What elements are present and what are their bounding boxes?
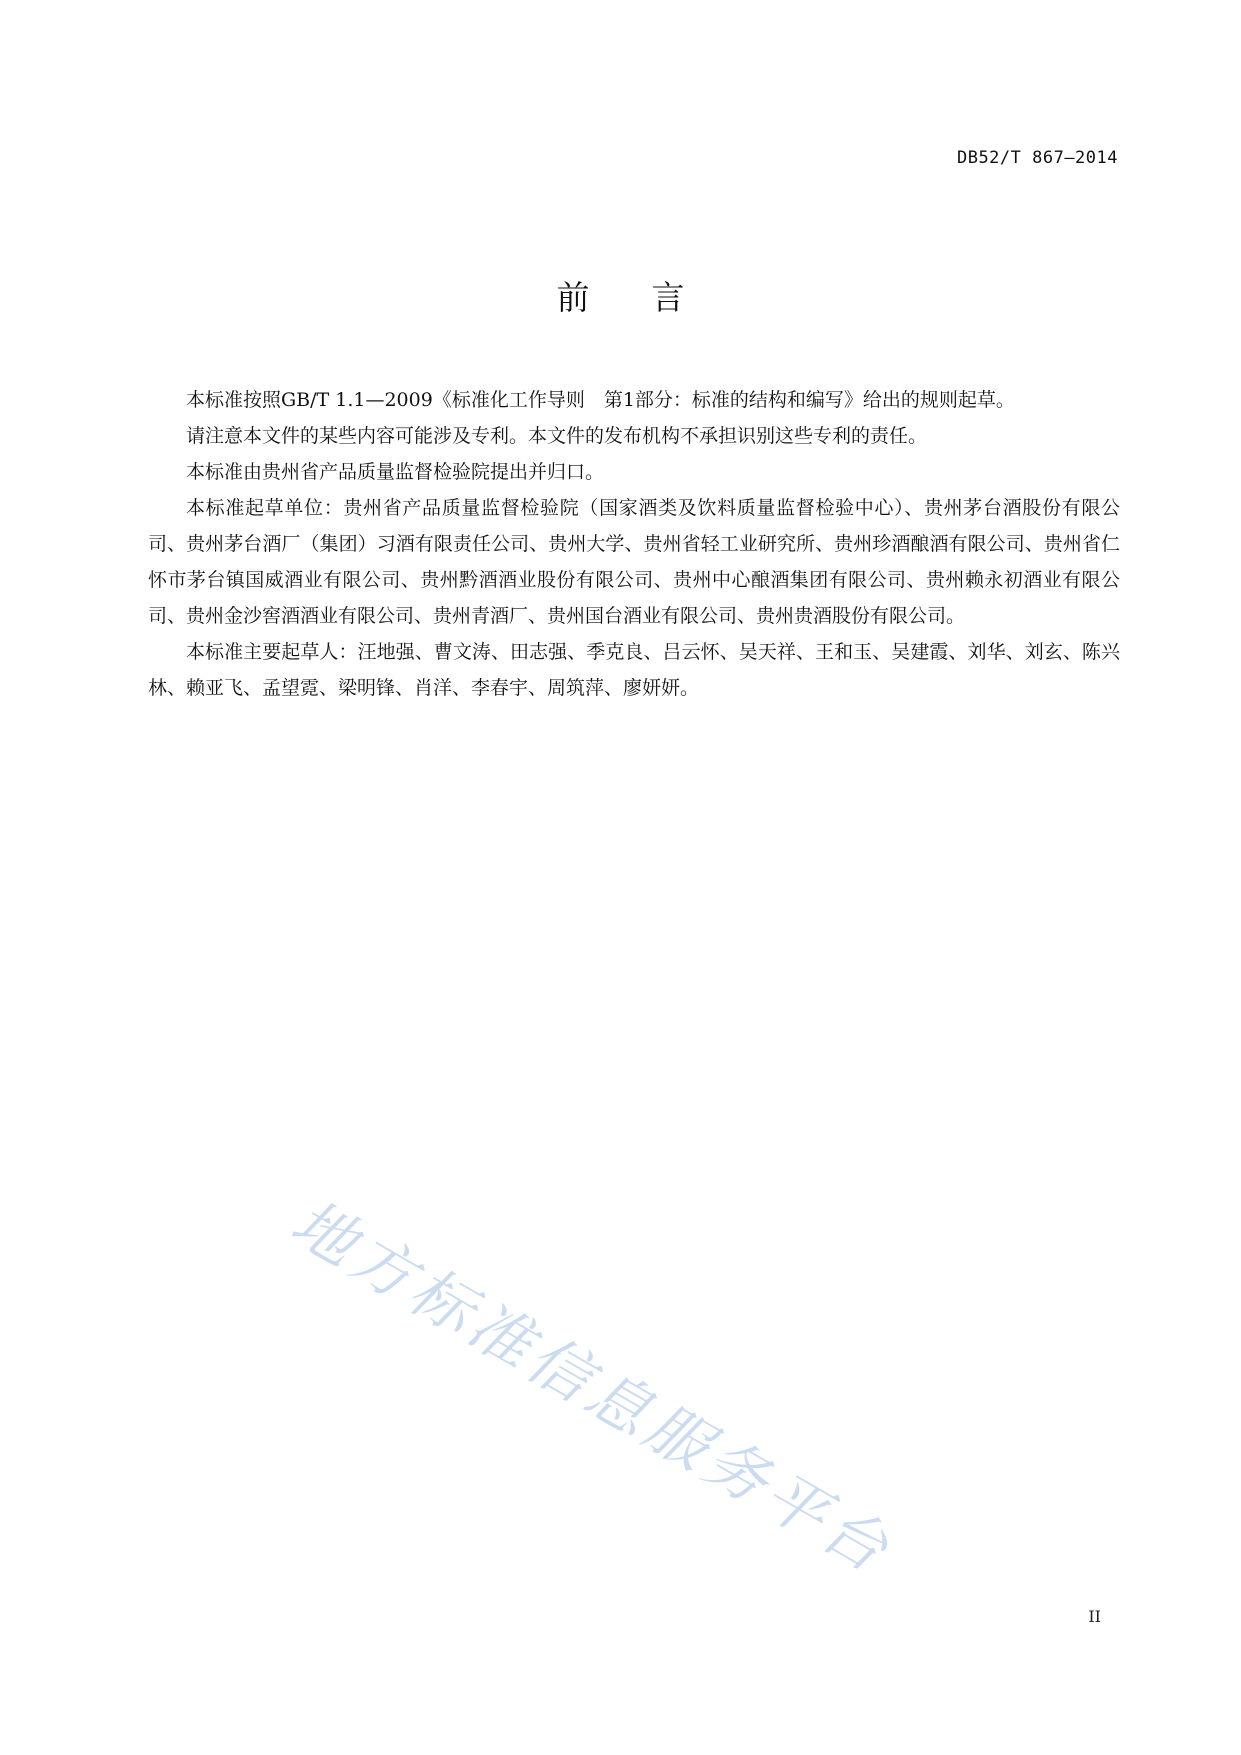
watermark: 地方标准信息服务平台 bbox=[279, 1185, 905, 1589]
paragraph-drafters: 本标准主要起草人：汪地强、曹文涛、田志强、季克良、吕云怀、吴天祥、王和玉、吴建霞、刘华、刘玄、陈兴林、赖亚飞、孟望霓、梁明锋、肖洋、李春宇、周筑萍、廖妍妍。 bbox=[148, 641, 1120, 699]
paragraph-drafting-rules: 本标准按照GB/T 1.1—2009《标准化工作导则 第1部分：标准的结构和编写》给出的规则起草。 bbox=[186, 389, 1015, 411]
foreword-body bbox=[148, 382, 1120, 706]
paragraph-patent-notice: 请注意本文件的某些内容可能涉及专利。本文件的发布机构不承担识别这些专利的责任。 bbox=[186, 425, 928, 447]
paragraph-proposer: 本标准由贵州省产品质量监督检验院提出并归口。 bbox=[186, 461, 605, 483]
page-title: 前言 bbox=[556, 278, 747, 317]
paragraph-drafting-units: 本标准起草单位：贵州省产品质量监督检验院（国家酒类及饮料质量监督检验中心）、贵州茅台酒股份有限公司、贵州茅台酒厂（集团）习酒有限责任公司、贵州大学、贵州省轻工业研究所、贵州珍酒酿酒有限公司、贵州省仁怀市茅台镇国威酒业有限公司、贵州黔酒酒业股份有限公司、贵州中心酿酒集团有限公司、贵州赖永初酒业有限公司、贵州金沙窖酒酒业有限公司、贵州青酒厂、贵州国台酒业有限公司、贵州贵酒股份有限公司。 bbox=[148, 497, 1120, 627]
document-code: DB52/T 867—2014 bbox=[956, 148, 1118, 168]
page-number: II bbox=[1088, 1607, 1101, 1626]
